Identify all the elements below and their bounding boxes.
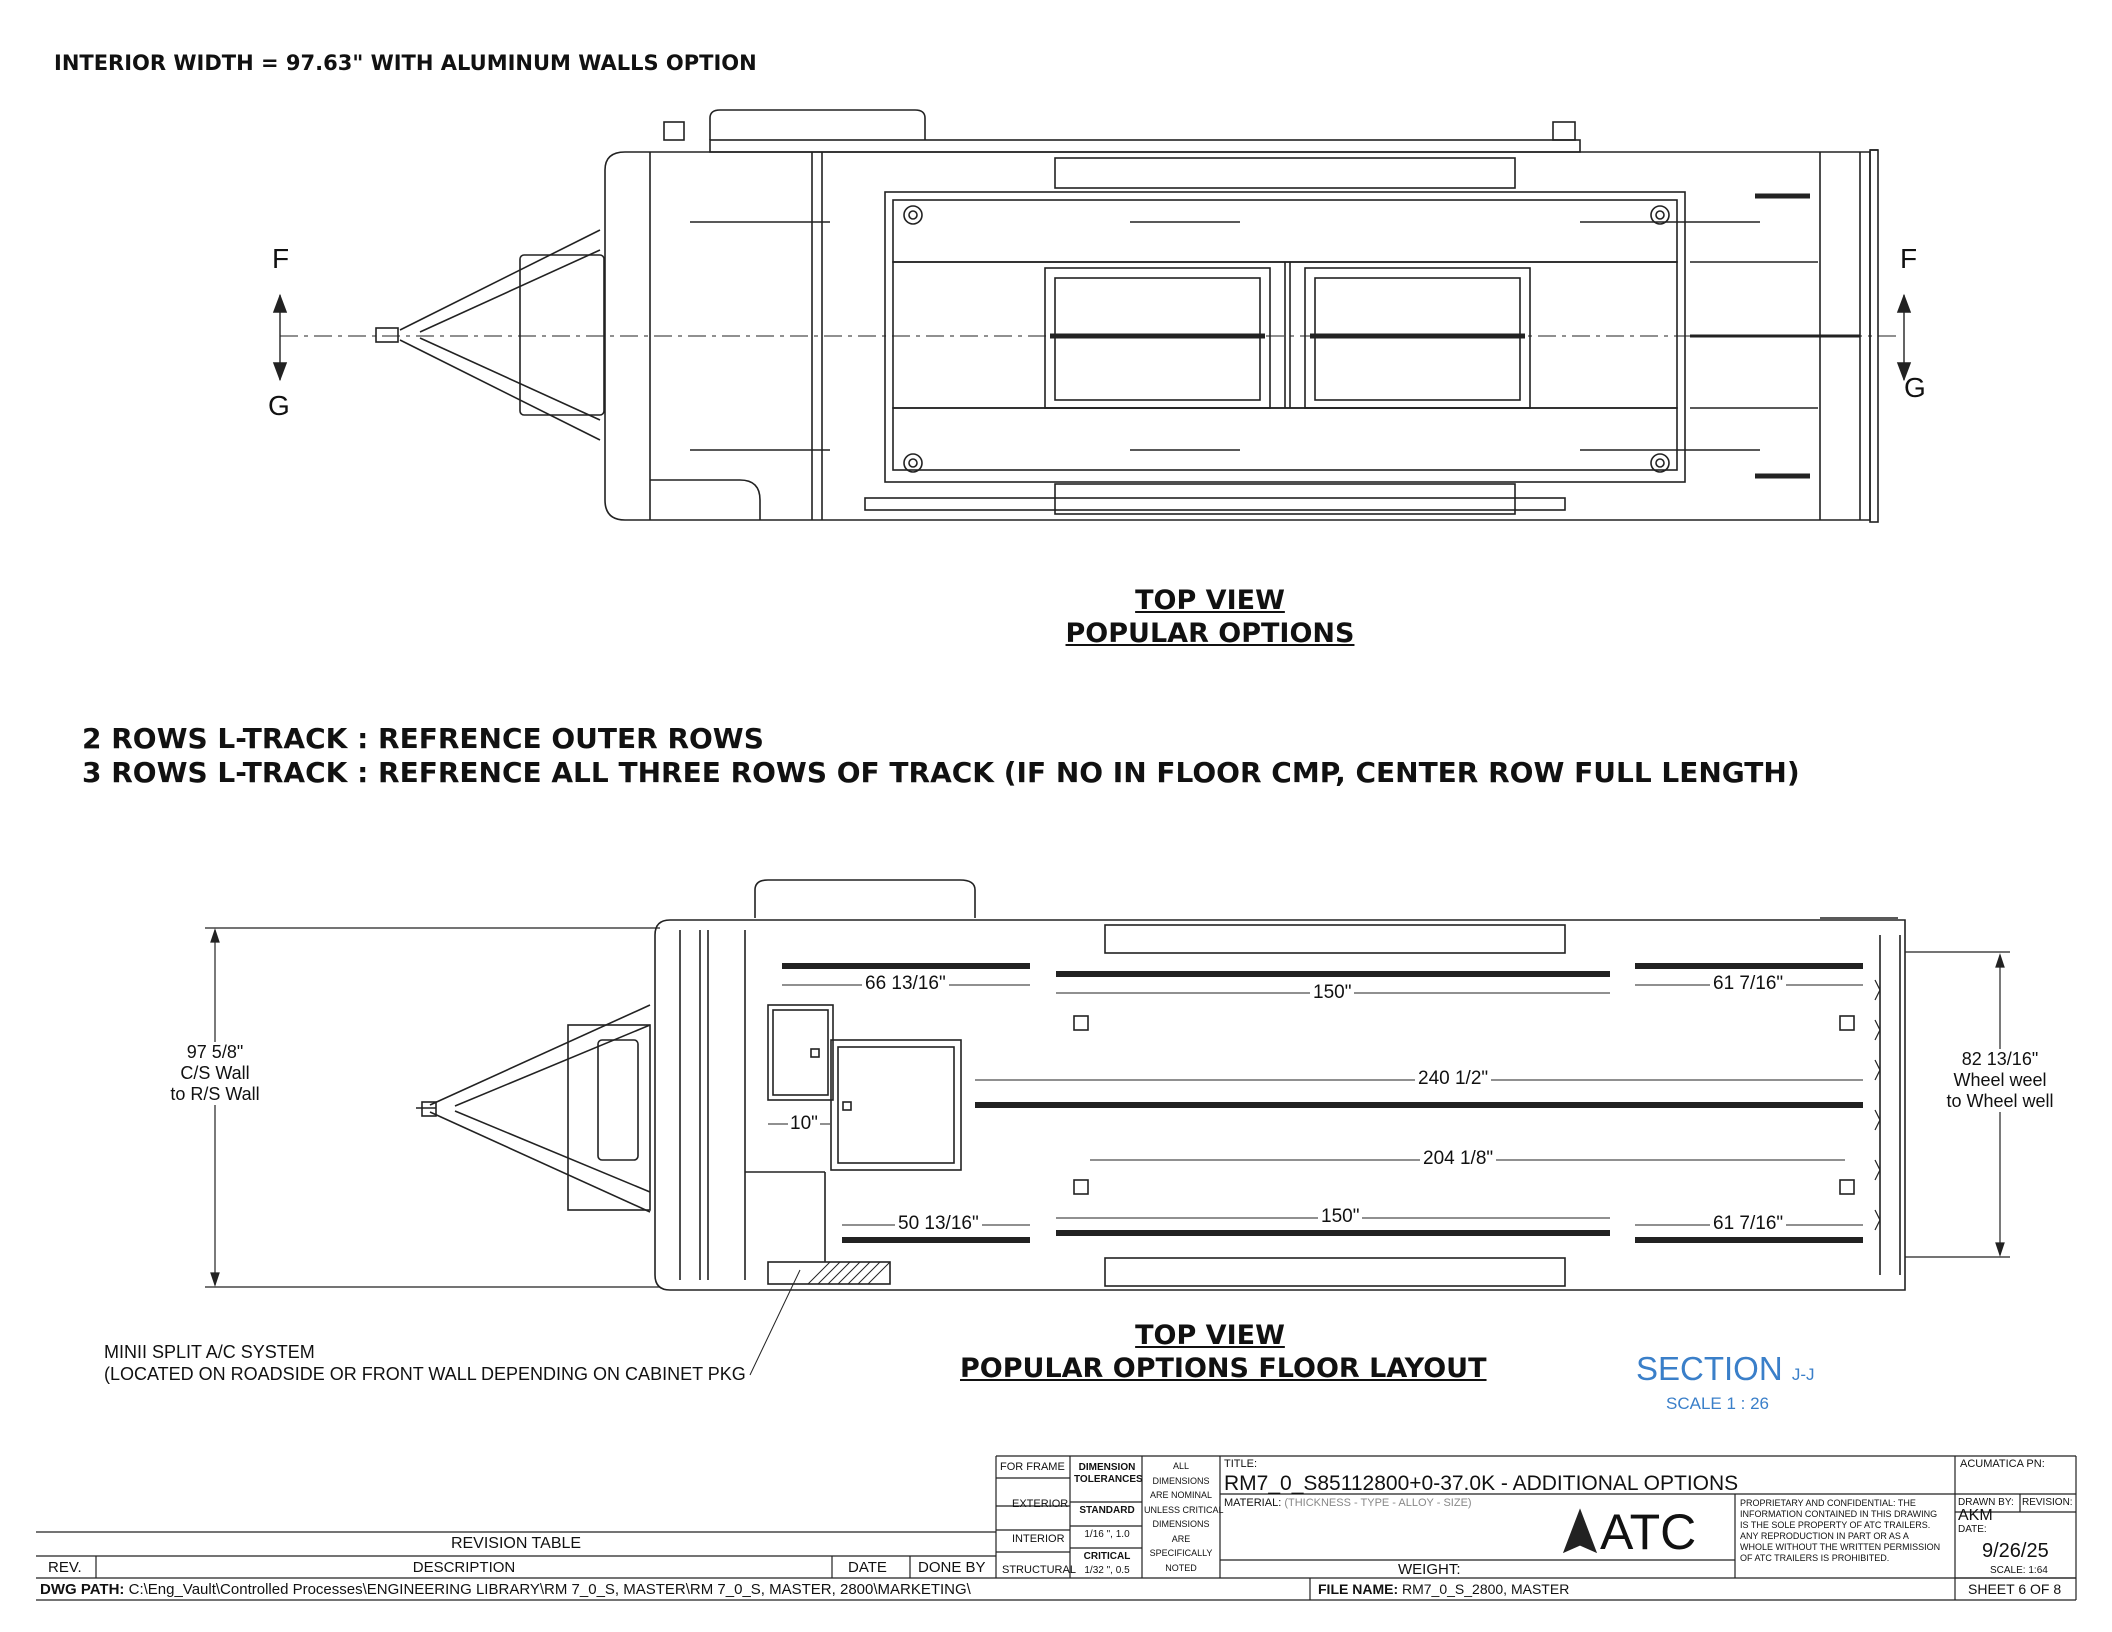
section-letter-g-right: G <box>1904 372 1926 403</box>
top-view-subtitle: POPULAR OPTIONS <box>1065 618 1355 649</box>
dim-label: 240 1/2" <box>1415 1068 1491 1090</box>
structural-label: STRUCTURAL <box>1002 1564 1076 1576</box>
dim-label: 61 7/16" <box>1710 973 1786 995</box>
exterior-label: EXTERIOR <box>1012 1498 1069 1510</box>
section-arrow-left <box>274 295 286 380</box>
atc-logo: ATC <box>1600 1504 1697 1560</box>
title-label: TITLE: <box>1224 1458 1258 1470</box>
date-column: DATE <box>848 1559 887 1576</box>
interior-width-note: INTERIOR WIDTH = 97.63" WITH ALUMINUM WALLS OPTION <box>54 51 757 75</box>
section-label: SECTION J-J <box>1636 1350 1815 1387</box>
hitch-coupler <box>376 328 398 342</box>
date-label: DATE: <box>1958 1524 1987 1535</box>
top-view-trailer <box>280 110 1900 522</box>
track-note-3-rows: 3 ROWS L-TRACK : REFRENCE ALL THREE ROWS OF TRACK (IF NO IN FLOOR CMP, CENTER ROW FULL LENGTH) <box>82 756 1800 789</box>
acumatica-label: ACUMATICA PN: <box>1960 1458 2045 1470</box>
drawing-scale: SCALE: 1:64 <box>1990 1565 2048 1576</box>
wheel-dim-label: 82 13/16" Wheel weel to Wheel well <box>1930 1049 2070 1112</box>
dim-label: 10" <box>790 1113 818 1134</box>
description-column: DESCRIPTION <box>412 1559 516 1576</box>
rev-column: REV. <box>48 1559 82 1576</box>
critical-value: 1/32 ", 0.5 <box>1084 1565 1130 1576</box>
for-frame-label: FOR FRAME <box>1000 1461 1065 1473</box>
interior-label: INTERIOR <box>1012 1533 1065 1545</box>
dwg-path: DWG PATH: C:\Eng_Vault\Controlled Processes\ENGINEERING LIBRARY\RM 7_0_S, MASTER\RM 7_0_S, MASTER, 2800\MARKETING\ <box>40 1581 971 1598</box>
section-scale: SCALE 1 : 26 <box>1666 1394 1770 1413</box>
section-arrow-right <box>1898 295 1910 380</box>
done-by-column: DONE BY <box>918 1559 986 1576</box>
dim-label: 204 1/8" <box>1420 1148 1496 1170</box>
floor-view-trailer <box>416 880 1905 1375</box>
ac-note-line2: (LOCATED ON ROADSIDE OR FRONT WALL DEPENDING ON CABINET PKG <box>104 1364 746 1384</box>
fender-top <box>710 110 925 140</box>
dim-label: 150" <box>1310 982 1354 1004</box>
revision-label: REVISION: <box>2022 1497 2073 1508</box>
critical-label: CRITICAL <box>1083 1551 1131 1562</box>
floor-view-subtitle: POPULAR OPTIONS FLOOR LAYOUT <box>960 1353 1487 1384</box>
dim-label: 150" <box>1318 1206 1362 1228</box>
dim-label: 61 7/16" <box>1710 1213 1786 1235</box>
drawing-date: 9/26/25 <box>1982 1540 2049 1562</box>
file-name: FILE NAME: RM7_0_S_2800, MASTER <box>1318 1581 1570 1597</box>
dim-label: 50 13/16" <box>895 1213 982 1235</box>
weight-label: WEIGHT: <box>1398 1561 1461 1578</box>
standard-label: STANDARD <box>1079 1505 1135 1516</box>
dim-label: 66 13/16" <box>862 973 949 995</box>
width-dim-label: 97 5/8" C/S Wall to R/S Wall <box>150 1042 280 1105</box>
section-letter-f-left: F <box>272 243 290 274</box>
cabinet-small <box>768 1005 833 1100</box>
floor-view-title: TOP VIEW <box>1135 1320 1285 1351</box>
proprietary-note: PROPRIETARY AND CONFIDENTIAL: THE INFORMATION CONTAINED IN THIS DRAWING IS THE SOLE PROPERTY OF ATC TRAILERS. ANY REPRODUCTION IN PART OR AS A WHOLE WITHOUT THE WRITTEN PERMISSION OF ATC TRAILERS IS PROHIBITED. <box>1740 1498 1941 1563</box>
top-view-title: TOP VIEW <box>1135 585 1285 616</box>
sheet-number: SHEET 6 OF 8 <box>1968 1581 2062 1597</box>
drawing-title: RM7_0_S85112800+0-37.0K - ADDITIONAL OPTIONS <box>1224 1472 1739 1495</box>
revision-table-title: REVISION TABLE <box>450 1535 582 1552</box>
section-letter-f-right: F <box>1900 243 1918 274</box>
drawn-by: AKM <box>1958 1507 1993 1524</box>
ac-note-line1: MINII SPLIT A/C SYSTEM <box>104 1342 315 1362</box>
material-label: MATERIAL: (THICKNESS - TYPE - ALLOY - SIZE) <box>1224 1497 1472 1509</box>
nominal-note: ALL DIMENSIONS ARE NOMINAL UNLESS CRITICAL DIMENSIONS ARE SPECIFICALLY NOTED <box>1144 1461 1224 1573</box>
dim-tolerances-label: DIMENSION TOLERANCES <box>1074 1462 1143 1485</box>
track-note-2-rows: 2 ROWS L-TRACK : REFRENCE OUTER ROWS <box>82 722 764 755</box>
standard-value: 1/16 ", 1.0 <box>1084 1529 1130 1540</box>
drawn-by-label: DRAWN BY: <box>1958 1497 2014 1508</box>
section-letter-g-left: G <box>268 390 290 421</box>
tongue-box <box>520 255 604 415</box>
